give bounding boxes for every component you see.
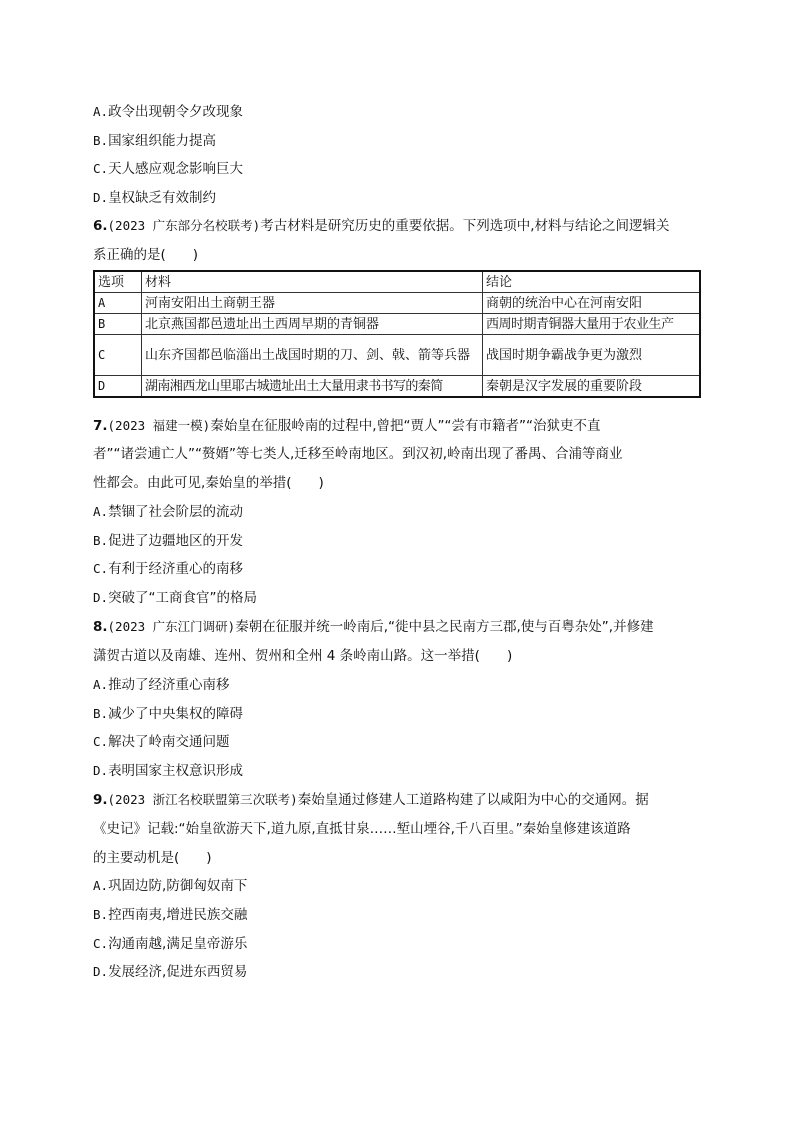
option-letter: B.	[93, 907, 109, 922]
row-option: A	[94, 293, 142, 314]
q7-option-c	[93, 559, 243, 579]
question-stem: 秦始皇在征服岭南的过程中,曾把“贾人”“尝有市籍者”“治狱吏不直	[210, 418, 601, 434]
option-text: 国家组织能力提高	[108, 133, 217, 149]
q5-option-a	[93, 102, 243, 122]
table-row	[94, 293, 700, 314]
option-letter: D.	[93, 763, 109, 778]
table-row	[94, 335, 700, 376]
q9-option-a	[93, 876, 247, 896]
option-letter: B.	[93, 133, 109, 148]
option-text: 推动了经济重心南移	[108, 677, 230, 693]
row-conclusion: 秦朝是汉字发展的重要阶段	[483, 376, 701, 398]
question-number: 6.	[93, 218, 108, 234]
row-material: 湖南湘西龙山里耶古城遗址出土大量用隶书书写的秦简	[142, 376, 483, 398]
q9-stem	[93, 790, 649, 810]
option-letter: C.	[93, 936, 109, 951]
q9-stem-cont	[93, 819, 631, 839]
row-conclusion: 西周时期青铜器大量用于农业生产	[483, 314, 701, 335]
option-letter: B.	[93, 706, 109, 721]
row-option: D	[94, 376, 142, 398]
row-option: C	[94, 335, 142, 376]
option-letter: A.	[93, 677, 109, 692]
option-letter: A.	[93, 504, 109, 519]
option-text: 解决了岭南交通问题	[108, 734, 230, 750]
header-material: 材料	[142, 271, 483, 293]
question-number: 9.	[93, 792, 108, 808]
question-number: 7.	[93, 418, 108, 434]
q5-option-c	[93, 159, 243, 179]
option-letter: C.	[93, 561, 109, 576]
q8-stem	[93, 617, 654, 637]
q5-option-d	[93, 188, 216, 208]
q8-stem-cont	[93, 646, 512, 666]
option-letter: C.	[93, 161, 109, 176]
q8-option-d	[93, 761, 243, 781]
option-text: 减少了中央集权的障碍	[108, 706, 244, 722]
option-letter: D.	[93, 590, 109, 605]
q6-stem	[93, 216, 670, 236]
q8-option-a	[93, 675, 230, 695]
option-text: 表明国家主权意识形成	[108, 763, 244, 779]
row-material: 北京燕国都邑遗址出土西周早期的青铜器	[142, 314, 483, 335]
row-conclusion: 战国时期争霸战争更为激烈	[483, 335, 701, 376]
question-source: (2023 福建一模)	[107, 418, 211, 433]
table-header-row	[94, 271, 700, 293]
question-source: (2023 广东江门调研)	[107, 619, 236, 634]
q7-stem	[93, 416, 600, 436]
header-conclusion: 结论	[483, 271, 701, 293]
option-text: 政令出现朝令夕改现象	[108, 104, 244, 120]
option-letter: A.	[93, 104, 109, 119]
q6-table	[93, 270, 701, 398]
option-letter: A.	[93, 878, 109, 893]
q8-option-b	[93, 704, 243, 724]
row-option: B	[94, 314, 142, 335]
question-stem: 性都会。由此可见,秦始皇的举措( )	[93, 475, 324, 491]
option-letter: D.	[93, 190, 109, 205]
option-text: 皇权缺乏有效制约	[108, 190, 217, 206]
q7-option-d	[93, 588, 257, 608]
option-letter: B.	[93, 533, 109, 548]
question-stem: 秦始皇通过修建人工道路构建了以咸阳为中心的交通网。据	[297, 792, 649, 808]
option-text: 禁锢了社会阶层的流动	[108, 504, 244, 520]
row-conclusion: 商朝的统治中心在河南安阳	[483, 293, 701, 314]
option-text: 有利于经济重心的南移	[108, 561, 244, 577]
option-letter: C.	[93, 734, 109, 749]
q7-option-b	[93, 531, 243, 551]
q7-stem-cont	[93, 473, 324, 493]
question-stem: 《史记》记载:“始皇欲游天下,道九原,直抵甘泉……堑山堙谷,千八百里。”秦始皇修建该道路	[93, 821, 631, 837]
option-text: 突破了“工商食官”的格局	[108, 590, 258, 606]
row-material: 河南安阳出土商朝王器	[142, 293, 483, 314]
option-text: 控西南夷,增进民族交融	[108, 907, 248, 923]
option-text: 沟通南越,满足皇帝游乐	[108, 936, 248, 952]
q7-stem-cont	[93, 444, 623, 464]
q8-option-c	[93, 732, 230, 752]
question-stem: 潇贺古道以及南雄、连州、贺州和全州 4 条岭南山路。这一举措( )	[93, 648, 513, 664]
table-row	[94, 314, 700, 335]
question-number: 8.	[93, 619, 108, 635]
q7-option-a	[93, 502, 243, 522]
question-source: (2023 浙江名校联盟第三次联考)	[107, 792, 298, 807]
option-text: 发展经济,促进东西贸易	[108, 964, 248, 980]
q5-option-b	[93, 131, 216, 151]
question-stem: 者”“诸尝逋亡人”“赘婿”等七类人,迁移至岭南地区。到汉初,岭南出现了番禺、合浦等商业	[93, 446, 623, 462]
question-stem: 秦朝在征服并统一岭南后,“徙中县之民南方三郡,使与百粤杂处”,并修建	[235, 619, 654, 635]
header-option: 选项	[94, 271, 142, 293]
question-stem: 的主要动机是( )	[93, 850, 212, 866]
question-stem: 考古材料是研究历史的重要依据。下列选项中,材料与结论之间逻辑关	[260, 218, 670, 234]
option-letter: D.	[93, 964, 109, 979]
q9-option-d	[93, 962, 247, 982]
row-material: 山东齐国都邑临淄出土战国时期的刀、剑、戟、箭等兵器	[142, 335, 483, 376]
q9-stem-cont	[93, 848, 212, 868]
option-text: 巩固边防,防御匈奴南下	[108, 878, 248, 894]
question-stem: 系正确的是( )	[93, 247, 199, 263]
q9-option-c	[93, 934, 247, 954]
table-row	[94, 376, 700, 398]
option-text: 促进了边疆地区的开发	[108, 533, 244, 549]
option-text: 天人感应观念影响巨大	[108, 161, 244, 177]
question-source: (2023 广东部分名校联考)	[107, 218, 261, 233]
q6-stem-cont	[93, 245, 198, 265]
q9-option-b	[93, 905, 247, 925]
